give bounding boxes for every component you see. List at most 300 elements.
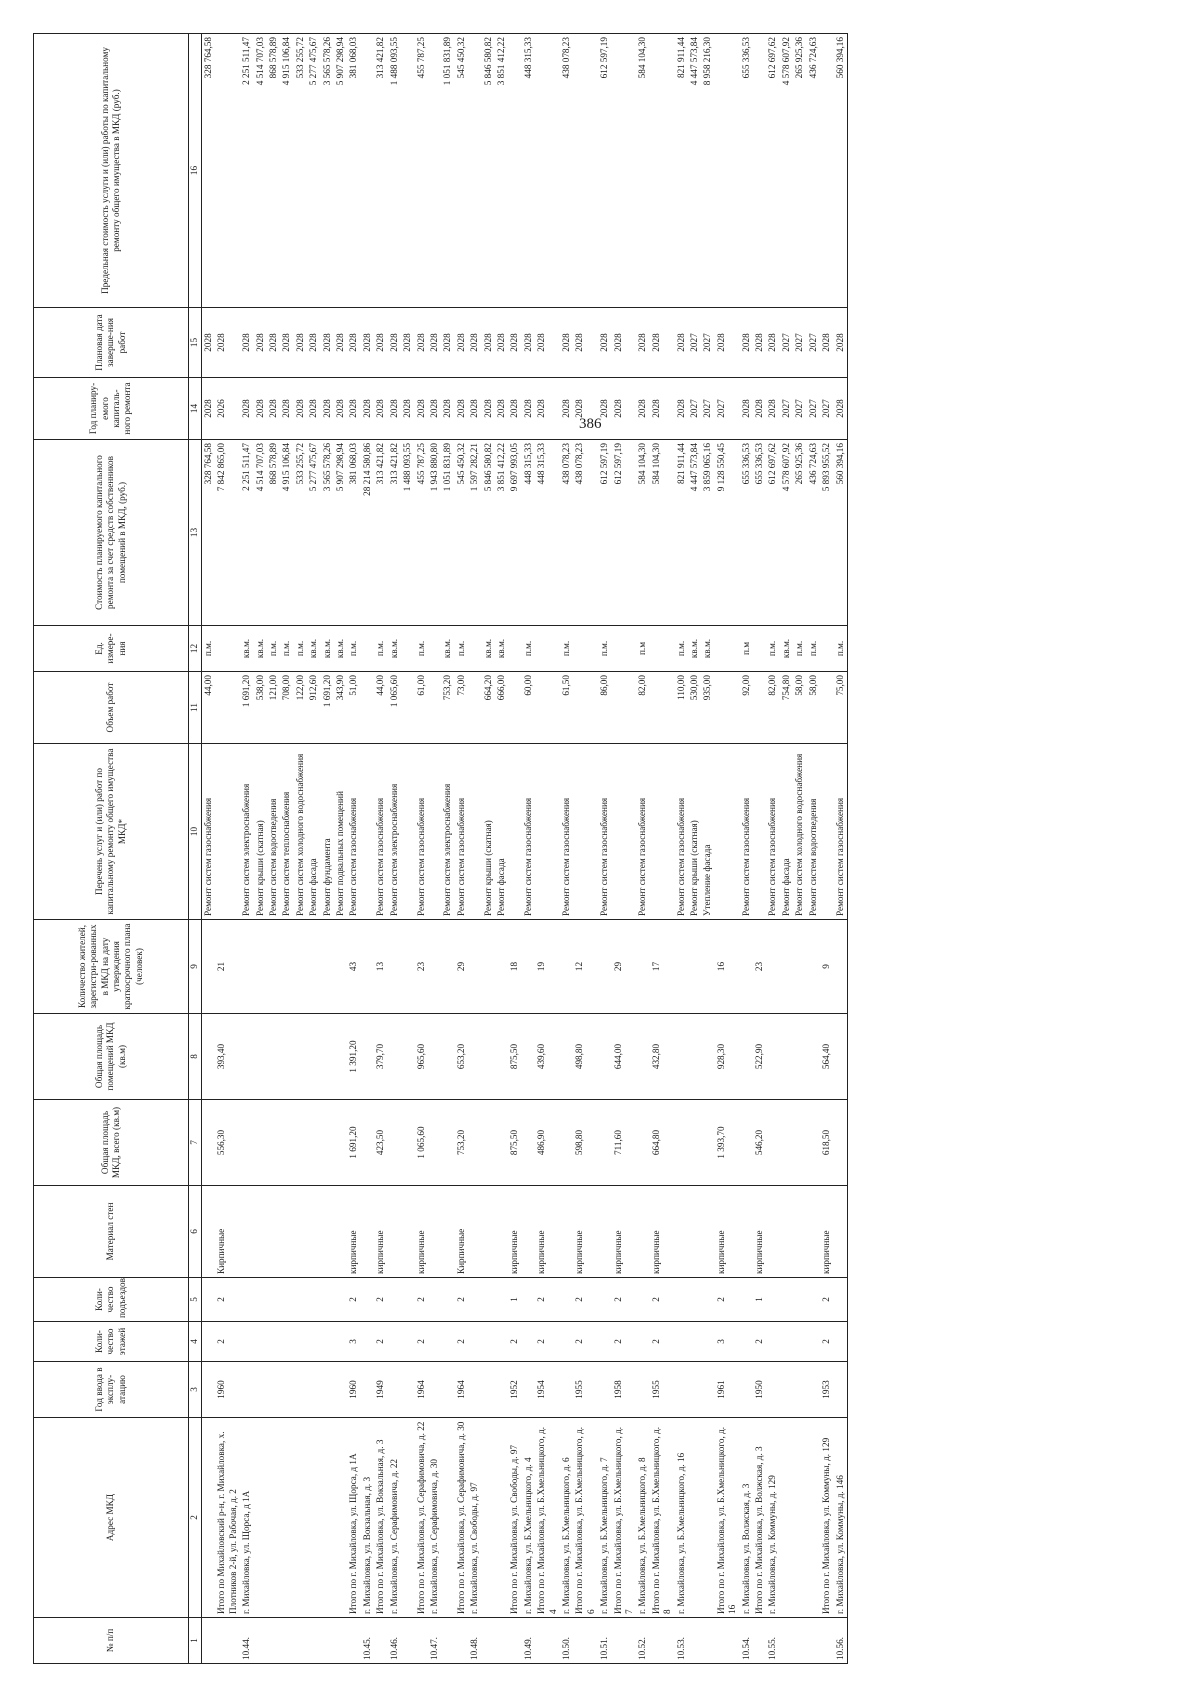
table-cell-c14: 2028 — [307, 378, 320, 440]
table-cell-c13: 438 078,23 — [560, 440, 573, 626]
table-cell-c2: г. Михайловка, ул. Коммуны, д. 129 — [766, 1418, 779, 1618]
table-cell-c9 — [202, 920, 216, 1014]
table-cell-c5 — [254, 1278, 267, 1322]
table-cell-c2 — [321, 1418, 334, 1618]
table-cell-c9: 9 — [820, 920, 833, 1014]
table-cell-c5 — [428, 1278, 441, 1322]
table-cell-c5 — [636, 1278, 649, 1322]
table-cell-c5 — [560, 1278, 573, 1322]
table-cell-c5 — [307, 1278, 320, 1322]
table-cell-c5: 2 — [415, 1278, 428, 1322]
column-number: 11 — [189, 672, 202, 744]
table-cell-c11: 912,60 — [307, 672, 320, 744]
table-cell-c10: Ремонт систем электроснабжения — [240, 744, 253, 920]
table-cell-c8: 928,30 — [715, 1014, 740, 1100]
table-cell-c15: 2028 — [715, 308, 740, 378]
table-cell-c2 — [280, 1418, 293, 1618]
table-cell-c16: 1 051 831,89 — [441, 34, 454, 308]
table-cell-c10: Ремонт систем газоснабжения — [560, 744, 573, 920]
table-cell-c10 — [508, 744, 521, 920]
table-cell-c12: кв.м. — [388, 626, 401, 672]
table-row — [834, 34, 848, 1664]
table-cell-c16: 584 104,30 — [636, 34, 649, 308]
table-cell-c4 — [675, 1322, 688, 1362]
table-cell-c14: 2028 — [401, 378, 414, 440]
table-cell-c11 — [428, 672, 441, 744]
table-cell-c7 — [740, 1100, 753, 1186]
table-cell-c7 — [334, 1100, 347, 1186]
table-cell-c12: п.м. — [598, 626, 611, 672]
table-cell-c8 — [267, 1014, 280, 1100]
table-cell-c6 — [522, 1186, 535, 1278]
table-cell-c1: 10.54. — [740, 1618, 753, 1664]
table-cell-c3 — [321, 1362, 334, 1418]
table-cell-c4 — [388, 1322, 401, 1362]
header-cell: Год ввода в эксплу-атацию — [34, 1362, 189, 1418]
table-cell-c13: 313 421,82 — [374, 440, 387, 626]
table-cell-c4: 2 — [535, 1322, 560, 1362]
table-cell-c8 — [361, 1014, 374, 1100]
table-cell-c6: кирпичные — [374, 1186, 387, 1278]
table-cell-c4 — [807, 1322, 820, 1362]
table-cell-c5 — [688, 1278, 701, 1322]
header-cell: Коли-чество этажей — [34, 1322, 189, 1362]
table-cell-c14: 2028 — [321, 378, 334, 440]
table-cell-c13: 436 724,63 — [807, 440, 820, 626]
table-cell-c6: кирпичные — [573, 1186, 598, 1278]
table-row — [598, 34, 611, 1664]
table-cell-c3 — [428, 1362, 441, 1418]
table-cell-c9 — [307, 920, 320, 1014]
table-cell-c6 — [701, 1186, 714, 1278]
table-cell-c9: 18 — [508, 920, 521, 1014]
table-cell-c12: кв.м. — [254, 626, 267, 672]
table-cell-c5 — [807, 1278, 820, 1322]
table-row — [573, 34, 598, 1664]
table-cell-c9 — [361, 920, 374, 1014]
table-cell-c2: Итого по г. Михайловка, ул. Б.Хмельницкого, д. 7 — [612, 1418, 637, 1618]
table-row — [334, 34, 347, 1664]
table-cell-c2 — [793, 1418, 806, 1618]
table-cell-c10: Ремонт крыши (скатная) — [482, 744, 495, 920]
table-cell-c12: п.м. — [560, 626, 573, 672]
table-cell-c1: 10.52. — [636, 1618, 649, 1664]
table-cell-c11 — [650, 672, 675, 744]
table-cell-c10: Ремонт систем газоснабжения — [202, 744, 216, 920]
table-cell-c3 — [202, 1362, 216, 1418]
table-cell-c7 — [598, 1100, 611, 1186]
table-cell-c16: 448 315,33 — [522, 34, 535, 308]
table-cell-c6: кирпичные — [820, 1186, 833, 1278]
table-cell-c10 — [468, 744, 481, 920]
table-cell-c14: 2028 — [280, 378, 293, 440]
header-cell: Материал стен — [34, 1186, 189, 1278]
table-cell-c11 — [573, 672, 598, 744]
table-cell-c3 — [740, 1362, 753, 1418]
table-cell-c13: 655 336,53 — [753, 440, 766, 626]
table-cell-c6: кирпичные — [715, 1186, 740, 1278]
table-cell-c11: 753,20 — [441, 672, 454, 744]
table-cell-c1 — [267, 1618, 280, 1664]
table-cell-c8 — [807, 1014, 820, 1100]
table-cell-c12 — [215, 626, 240, 672]
page-number: 386 — [579, 416, 602, 432]
table-cell-c3 — [401, 1362, 414, 1418]
table-cell-c11: 60,00 — [522, 672, 535, 744]
table-cell-c16: 2 251 511,47 — [240, 34, 253, 308]
table-cell-c15: 2028 — [347, 308, 360, 378]
table-cell-c4: 2 — [215, 1322, 240, 1362]
table-cell-c11: 86,00 — [598, 672, 611, 744]
column-number: 13 — [189, 440, 202, 626]
table-cell-c13: 448 315,33 — [522, 440, 535, 626]
table-cell-c16: 821 911,44 — [675, 34, 688, 308]
table-cell-c11 — [715, 672, 740, 744]
table-cell-c7 — [793, 1100, 806, 1186]
table-cell-c6 — [793, 1186, 806, 1278]
table-cell-c10: Ремонт подвальных помещений — [334, 744, 347, 920]
table-cell-c3 — [701, 1362, 714, 1418]
table-cell-c6 — [334, 1186, 347, 1278]
table-cell-c9 — [254, 920, 267, 1014]
table-cell-c2 — [482, 1418, 495, 1618]
table-row — [780, 34, 793, 1664]
table-cell-c5 — [240, 1278, 253, 1322]
column-number: 10 — [189, 744, 202, 920]
table-cell-c9 — [598, 920, 611, 1014]
table-cell-c10: Ремонт систем газоснабжения — [766, 744, 779, 920]
table-cell-c12: кв.м. — [307, 626, 320, 672]
table-cell-c15: 2028 — [468, 308, 481, 378]
table-cell-c8 — [428, 1014, 441, 1100]
table-row — [495, 34, 508, 1664]
table-cell-c9 — [267, 920, 280, 1014]
table-cell-c9: 13 — [374, 920, 387, 1014]
table-cell-c13: 533 255,72 — [294, 440, 307, 626]
table-cell-c16: 5 846 580,82 — [482, 34, 495, 308]
table-cell-c3 — [675, 1362, 688, 1418]
table-cell-c4: 2 — [650, 1322, 675, 1362]
table-cell-c8 — [280, 1014, 293, 1100]
table-cell-c11: 121,00 — [267, 672, 280, 744]
table-cell-c11: 666,00 — [495, 672, 508, 744]
table-cell-c15: 2028 — [508, 308, 521, 378]
table-cell-c8: 432,80 — [650, 1014, 675, 1100]
column-number: 8 — [189, 1014, 202, 1100]
table-cell-c6 — [675, 1186, 688, 1278]
table-cell-c9 — [636, 920, 649, 1014]
table-cell-c6 — [482, 1186, 495, 1278]
table-cell-c6 — [280, 1186, 293, 1278]
table-cell-c11: 75,00 — [834, 672, 848, 744]
table-cell-c15: 2028 — [307, 308, 320, 378]
table-cell-c3 — [834, 1362, 848, 1418]
table-cell-c12: п.м. — [675, 626, 688, 672]
table-cell-c12: кв.м. — [495, 626, 508, 672]
table-cell-c16: 3 851 412,22 — [495, 34, 508, 308]
table-cell-c2: г. Михайловка, ул. Б.Хмельницкого, д. 8 — [636, 1418, 649, 1618]
table-cell-c4: 2 — [455, 1322, 468, 1362]
table-cell-c12: кв.м. — [780, 626, 793, 672]
table-cell-c11 — [468, 672, 481, 744]
table-cell-c7: 598,80 — [573, 1100, 598, 1186]
table-cell-c7 — [807, 1100, 820, 1186]
table-cell-c15: 2028 — [636, 308, 649, 378]
table-row — [482, 34, 495, 1664]
column-number: 5 — [189, 1278, 202, 1322]
table-cell-c13: 28 214 580,86 — [361, 440, 374, 626]
table-cell-c2: г. Михайловка, ул. Вокзальная, д. 3 — [361, 1418, 374, 1618]
table-cell-c8 — [766, 1014, 779, 1100]
table-cell-c7 — [636, 1100, 649, 1186]
table-cell-c4 — [793, 1322, 806, 1362]
table-cell-c14: 2028 — [573, 378, 598, 440]
table-cell-c8: 439,60 — [535, 1014, 560, 1100]
table-cell-c13: 381 068,03 — [347, 440, 360, 626]
table-row — [793, 34, 806, 1664]
table-cell-c3: 1949 — [374, 1362, 387, 1418]
table-cell-c12: п.м. — [267, 626, 280, 672]
table-cell-c6 — [240, 1186, 253, 1278]
table-cell-c4 — [267, 1322, 280, 1362]
table-cell-c5: 2 — [535, 1278, 560, 1322]
table-cell-c12 — [535, 626, 560, 672]
table-cell-c2: г. Михайловка, ул. Б.Хмельницкого, д. 7 — [598, 1418, 611, 1618]
table-cell-c2 — [294, 1418, 307, 1618]
table-cell-c16: 8 958 216,30 — [701, 34, 714, 308]
table-cell-c13: 9 697 993,05 — [508, 440, 521, 626]
table-cell-c7 — [428, 1100, 441, 1186]
table-cell-c14: 2028 — [636, 378, 649, 440]
table-cell-c9: 21 — [215, 920, 240, 1014]
table-cell-c12 — [612, 626, 637, 672]
table-cell-c13: 5 846 580,82 — [482, 440, 495, 626]
table-cell-c2: Итого по г. Михайловка, ул. Вокзальная, д. 3 — [374, 1418, 387, 1618]
table-cell-c5: 2 — [820, 1278, 833, 1322]
table-cell-c14: 2027 — [701, 378, 714, 440]
table-cell-c8: 875,50 — [508, 1014, 521, 1100]
table-cell-c15: 2028 — [766, 308, 779, 378]
column-number: 9 — [189, 920, 202, 1014]
table-cell-c3: 1964 — [455, 1362, 468, 1418]
table-cell-c7 — [522, 1100, 535, 1186]
column-number: 2 — [189, 1418, 202, 1618]
table-cell-c13: 5 277 475,67 — [307, 440, 320, 626]
table-cell-c15: 2028 — [415, 308, 428, 378]
table-cell-c10: Ремонт систем холодного водоснабжения — [793, 744, 806, 920]
table-cell-c4 — [834, 1322, 848, 1362]
table-cell-c3 — [280, 1362, 293, 1418]
table-cell-c9 — [468, 920, 481, 1014]
table-cell-c14: 2028 — [675, 378, 688, 440]
table-cell-c14: 2028 — [508, 378, 521, 440]
table-cell-c3: 1955 — [650, 1362, 675, 1418]
table-cell-c5 — [388, 1278, 401, 1322]
table-cell-c14: 2028 — [753, 378, 766, 440]
table-cell-c1: 10.51. — [598, 1618, 611, 1664]
table-cell-c2 — [202, 1418, 216, 1618]
table-cell-c6 — [468, 1186, 481, 1278]
table-cell-c5: 1 — [508, 1278, 521, 1322]
table-cell-c5 — [468, 1278, 481, 1322]
table-cell-c7: 1 393,70 — [715, 1100, 740, 1186]
table-cell-c11: 44,00 — [374, 672, 387, 744]
table-cell-c3: 1960 — [215, 1362, 240, 1418]
table-cell-c13: 4 578 607,92 — [780, 440, 793, 626]
table-cell-c7 — [780, 1100, 793, 1186]
table-cell-c10: Ремонт систем водоотведения — [267, 744, 280, 920]
table-cell-c3: 1952 — [508, 1362, 521, 1418]
table-cell-c14: 2028 — [468, 378, 481, 440]
table-cell-c10: Ремонт фасада — [495, 744, 508, 920]
table-cell-c4: 2 — [374, 1322, 387, 1362]
table-cell-c7: 664,80 — [650, 1100, 675, 1186]
table-cell-c3 — [636, 1362, 649, 1418]
table-cell-c12: п.м. — [374, 626, 387, 672]
table-row — [240, 34, 253, 1664]
table-cell-c9: 19 — [535, 920, 560, 1014]
table-cell-c5 — [294, 1278, 307, 1322]
table-cell-c13: 584 104,30 — [650, 440, 675, 626]
table-cell-c11 — [401, 672, 414, 744]
table-cell-c1 — [573, 1618, 598, 1664]
table-cell-c2: г. Михайловка, ул. Б.Хмельницкого, д. 6 — [560, 1418, 573, 1618]
table-cell-c7 — [688, 1100, 701, 1186]
table-cell-c15: 2028 — [280, 308, 293, 378]
column-number: 12 — [189, 626, 202, 672]
table-cell-c15: 2028 — [535, 308, 560, 378]
table-cell-c2: Итого по г. Михайловка, ул. Б.Хмельницкого, д. 8 — [650, 1418, 675, 1618]
table-cell-c1 — [495, 1618, 508, 1664]
table-cell-c14: 2028 — [495, 378, 508, 440]
table-cell-c14: 2026 — [215, 378, 240, 440]
table-cell-c3 — [482, 1362, 495, 1418]
table-cell-c3: 1961 — [715, 1362, 740, 1418]
table-cell-c8 — [636, 1014, 649, 1100]
table-cell-c2 — [701, 1418, 714, 1618]
table-row — [202, 34, 216, 1664]
table-cell-c13: 9 128 550,45 — [715, 440, 740, 626]
table-cell-c6 — [401, 1186, 414, 1278]
table-cell-c6 — [780, 1186, 793, 1278]
table-cell-c5: 2 — [215, 1278, 240, 1322]
table-cell-c5: 2 — [347, 1278, 360, 1322]
table-cell-c4 — [361, 1322, 374, 1362]
table-cell-c4 — [307, 1322, 320, 1362]
table-row — [254, 34, 267, 1664]
table-cell-c1: 10.49. — [522, 1618, 535, 1664]
table-cell-c8: 965,60 — [415, 1014, 428, 1100]
table-cell-c13: 4 514 707,03 — [254, 440, 267, 626]
table-row — [807, 34, 820, 1664]
table-cell-c5 — [441, 1278, 454, 1322]
table-cell-c1 — [508, 1618, 521, 1664]
table-row — [701, 34, 714, 1664]
table-cell-c6 — [294, 1186, 307, 1278]
table-cell-c8 — [294, 1014, 307, 1100]
table-cell-c9 — [334, 920, 347, 1014]
table-cell-c16: 265 925,36 — [793, 34, 806, 308]
table-cell-c7: 556,30 — [215, 1100, 240, 1186]
table-cell-c10: Ремонт фундамента — [321, 744, 334, 920]
table-cell-c14: 2028 — [294, 378, 307, 440]
table-cell-c2: Итого по г. Михайловка, ул. Свободы, д. 97 — [508, 1418, 521, 1618]
table-cell-c15: 2028 — [267, 308, 280, 378]
table-cell-c9: 12 — [573, 920, 598, 1014]
table-cell-c2 — [688, 1418, 701, 1618]
table-row — [428, 34, 441, 1664]
table-cell-c11: 530,00 — [688, 672, 701, 744]
table-cell-c16: 655 336,53 — [740, 34, 753, 308]
table-cell-c10 — [612, 744, 637, 920]
table-cell-c11: 58,00 — [793, 672, 806, 744]
table-cell-c5 — [334, 1278, 347, 1322]
table-cell-c1 — [415, 1618, 428, 1664]
table-cell-c6 — [254, 1186, 267, 1278]
table-cell-c14: 2028 — [428, 378, 441, 440]
table-cell-c13: 5 907 298,94 — [334, 440, 347, 626]
table-cell-c11 — [535, 672, 560, 744]
table-cell-c5 — [321, 1278, 334, 1322]
table-cell-c2 — [334, 1418, 347, 1618]
table-cell-c12: п.м. — [415, 626, 428, 672]
table-cell-c10: Ремонт систем газоснабжения — [740, 744, 753, 920]
table-cell-c5: 2 — [715, 1278, 740, 1322]
table-row — [455, 34, 468, 1664]
table-cell-c4 — [280, 1322, 293, 1362]
header-cell: Общая площадь МКД, всего (кв.м) — [34, 1100, 189, 1186]
table-cell-c15: 2028 — [834, 308, 848, 378]
table-cell-c6: кирпичные — [415, 1186, 428, 1278]
table-cell-c14: 2028 — [560, 378, 573, 440]
table-cell-c16: 436 724,63 — [807, 34, 820, 308]
table-cell-c8: 564,40 — [820, 1014, 833, 1100]
table-cell-c5 — [793, 1278, 806, 1322]
table-cell-c4 — [495, 1322, 508, 1362]
table-cell-c1 — [535, 1618, 560, 1664]
table-cell-c7 — [321, 1100, 334, 1186]
column-number: 16 — [189, 34, 202, 308]
table-cell-c10 — [650, 744, 675, 920]
table-cell-c16 — [215, 34, 240, 308]
table-cell-c14: 2027 — [793, 378, 806, 440]
table-cell-c10: Ремонт систем газоснабжения — [522, 744, 535, 920]
table-cell-c12: кв.м. — [240, 626, 253, 672]
table-cell-c12 — [573, 626, 598, 672]
rotated-table-container — [33, 34, 1178, 1664]
table-cell-c3 — [441, 1362, 454, 1418]
table-cell-c3: 1953 — [820, 1362, 833, 1418]
table-cell-c15: 2028 — [428, 308, 441, 378]
table-cell-c9 — [441, 920, 454, 1014]
table-cell-c7 — [267, 1100, 280, 1186]
table-cell-c6 — [428, 1186, 441, 1278]
table-row — [612, 34, 637, 1664]
table-cell-c6 — [307, 1186, 320, 1278]
table-cell-c15: 2028 — [455, 308, 468, 378]
table-cell-c11: 92,00 — [740, 672, 753, 744]
table-cell-c13: 1 488 093,55 — [401, 440, 414, 626]
table-cell-c7: 1 065,60 — [415, 1100, 428, 1186]
table-cell-c12: п.м. — [807, 626, 820, 672]
table-row — [321, 34, 334, 1664]
table-cell-c6 — [636, 1186, 649, 1278]
table-cell-c3 — [361, 1362, 374, 1418]
table-cell-c4 — [766, 1322, 779, 1362]
table-cell-c12: п.м. — [280, 626, 293, 672]
table-cell-c8 — [388, 1014, 401, 1100]
table-cell-c14: 2028 — [535, 378, 560, 440]
